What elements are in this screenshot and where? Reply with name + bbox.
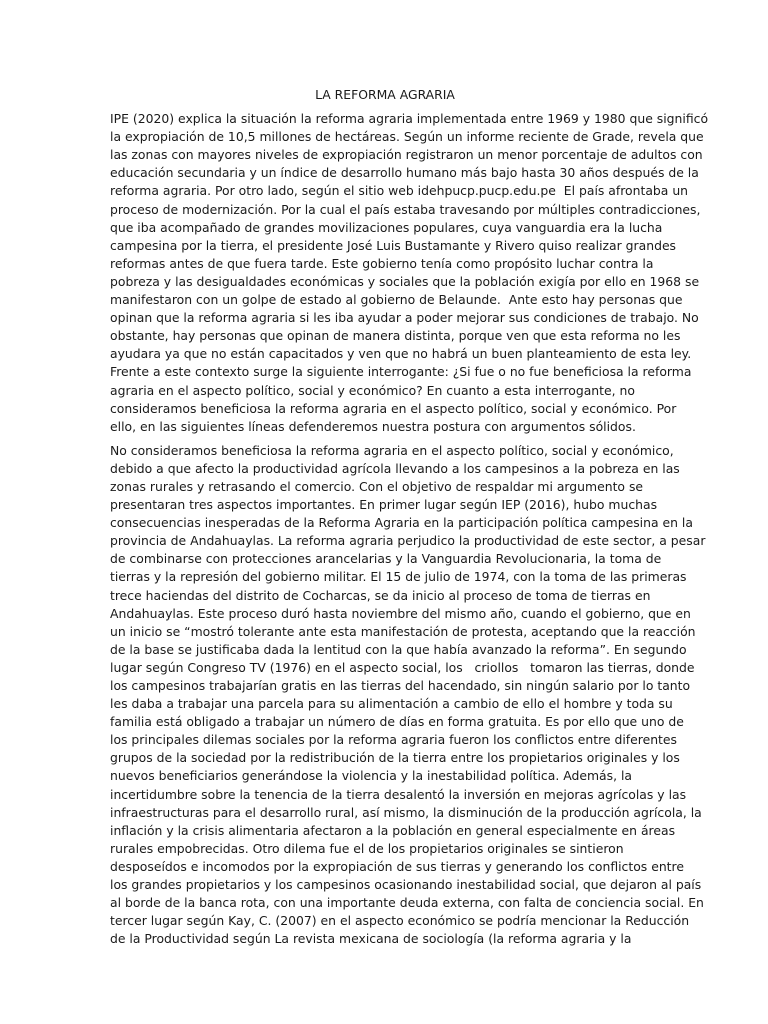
text-line: infraestructuras para el desarrollo rural, así mismo, la disminución de la producción agrícola, la	[110, 804, 702, 820]
text-line: provincia de Andahuaylas. La reforma agraria perjudico la productividad de este sector, a pesar	[110, 533, 706, 549]
text-line: pobreza y las desigualdades económicas y sociales que la población exigía por ello en 1968 se	[110, 273, 700, 289]
text-line: consecuencias inesperadas de la Reforma Agraria en la participación política campesina en la	[110, 515, 693, 531]
text-line: de combinarse con protecciones arancelarias y la Vanguardia Revolucionaria, la toma de	[110, 551, 662, 567]
text-line: grupos de la sociedad por la redistribución de la tierra entre los propietarios originales y los	[110, 750, 680, 766]
text-line: IPE (2020) explica la situación la reforma agraria implementada entre 1969 y 1980 que significó	[110, 111, 709, 127]
text-line: educación secundaria y un índice de desarrollo humano más bajo hasta 30 años después de la	[110, 165, 699, 181]
document-body	[110, 110, 709, 948]
text-line: de la Productividad según La revista mexicana de sociología (la reforma agraria y la	[110, 931, 632, 947]
document-page	[110, 86, 709, 954]
text-line: inflación y la crisis alimentaria afectaron a la población en general especialmente en áreas	[110, 822, 676, 838]
text-line: reforma agraria. Por otro lado, según el sitio web idehpucp.pucp.edu.pe El país afrontaba un	[110, 183, 689, 199]
text-line: las zonas con mayores niveles de expropiación registraron un menor porcentaje de adultos con	[110, 147, 703, 163]
text-line: incertidumbre sobre la tenencia de la tierra desalentó la inversión en mejoras agrícolas y las	[110, 786, 687, 802]
text-line: un inicio se “mostró tolerante ante esta manifestación de protesta, aceptando que la reacción	[110, 623, 696, 639]
text-line: nuevos beneficiarios generándose la violencia y la inestabilidad política. Además, la	[110, 768, 632, 784]
text-line: los principales dilemas sociales por la reforma agraria fueron los conflictos entre diferentes	[110, 732, 677, 748]
text-line: familia está obligado a trabajar un número de días en forma gratuita. Es por ello que uno de	[110, 714, 684, 730]
paragraph	[110, 442, 706, 949]
text-line: de la base se justificaba dada la lentitud con la que había avanzado la reforma”. En segundo	[110, 641, 687, 657]
text-line: obstante, hay personas que opinan de manera distinta, porque ven que esta reforma no les	[110, 328, 681, 344]
text-line: les daba a trabajar una parcela para su alimentación a cambio de ello el hombre y toda su	[110, 696, 673, 712]
text-line: rurales empobrecidas. Otro dilema fue el de los propietarios originales se sintieron	[110, 840, 624, 856]
text-line: los grandes propietarios y los campesinos ocasionando inestabilidad social, que dejaron al país	[110, 877, 702, 893]
text-line: proceso de modernización. Por la cual el país estaba travesando por múltiples contradicciones,	[110, 201, 701, 217]
text-line: Frente a este contexto surge la siguiente interrogante: ¿Si fue o no fue beneficiosa la reforma	[110, 364, 692, 380]
text-line: desposeídos e incomodos por la expropiación de sus tierras y generando los conflictos entre	[110, 858, 684, 874]
text-line: Andahuaylas. Este proceso duró hasta noviembre del mismo año, cuando el gobierno, que en	[110, 605, 691, 621]
text-line: tierras y la represión del gobierno militar. El 15 de julio de 1974, con la toma de las primeras	[110, 569, 687, 585]
text-line: consideramos beneficiosa la reforma agraria en el aspecto político, social y económico. Por	[110, 400, 677, 416]
text-line: presentaran tres aspectos importantes. En primer lugar según IEP (2016), hubo muchas	[110, 497, 658, 513]
document-title: LA REFORMA AGRARIA	[315, 87, 455, 102]
text-line: que iba acompañado de grandes movilizaciones populares, cuya vanguardia era la lucha	[110, 219, 663, 235]
text-line: agraria en el aspecto político, social y económico? En cuanto a esta interrogante, no	[110, 382, 635, 398]
text-line: reformas antes de que fuera tarde. Este gobierno tenía como propósito luchar contra la	[110, 255, 654, 271]
text-line: debido a que afecto la productividad agrícola llevando a los campesinos a la pobreza en las	[110, 460, 680, 476]
text-line: los campesinos trabajarían gratis en las tierras del hacendado, sin ningún salario por lo tanto	[110, 678, 691, 693]
text-line: ayudara ya que no están capacitados y ven que no habrá un buen planteamiento de esta ley.	[110, 346, 692, 362]
text-line: la expropiación de 10,5 millones de hectáreas. Según un informe reciente de Grade, revela que	[110, 129, 704, 145]
text-line: zonas rurales y retrasando el comercio. Con el objetivo de respaldar mi argumento se	[110, 478, 644, 494]
paragraph	[110, 110, 709, 436]
text-line: tercer lugar según Kay, C. (2007) en el aspecto económico se podría mencionar la Reducción	[110, 913, 690, 929]
text-line: ello, en las siguientes líneas defenderemos nuestra postura con argumentos sólidos.	[110, 418, 636, 434]
text-line: manifestaron con un golpe de estado al gobierno de Belaunde. Ante esto hay personas que	[110, 292, 683, 308]
text-line: trece haciendas del distrito de Cocharcas, se da inicio al proceso de toma de tierras en	[110, 587, 651, 603]
text-line: No consideramos beneficiosa la reforma agraria en el aspecto político, social y económico,	[110, 442, 674, 458]
text-line: al borde de la banca rota, con una importante deuda externa, con falta de conciencia social. En	[110, 895, 704, 911]
text-line: campesina por la tierra, el presidente José Luis Bustamante y Rivero quiso realizar grandes	[110, 237, 677, 253]
text-line: opinan que la reforma agraria si les iba ayudar a poder mejorar sus condiciones de trabajo. No	[110, 310, 699, 326]
text-line: lugar según Congreso TV (1976) en el aspecto social, los criollos tomaron las tierras, donde	[110, 659, 695, 675]
